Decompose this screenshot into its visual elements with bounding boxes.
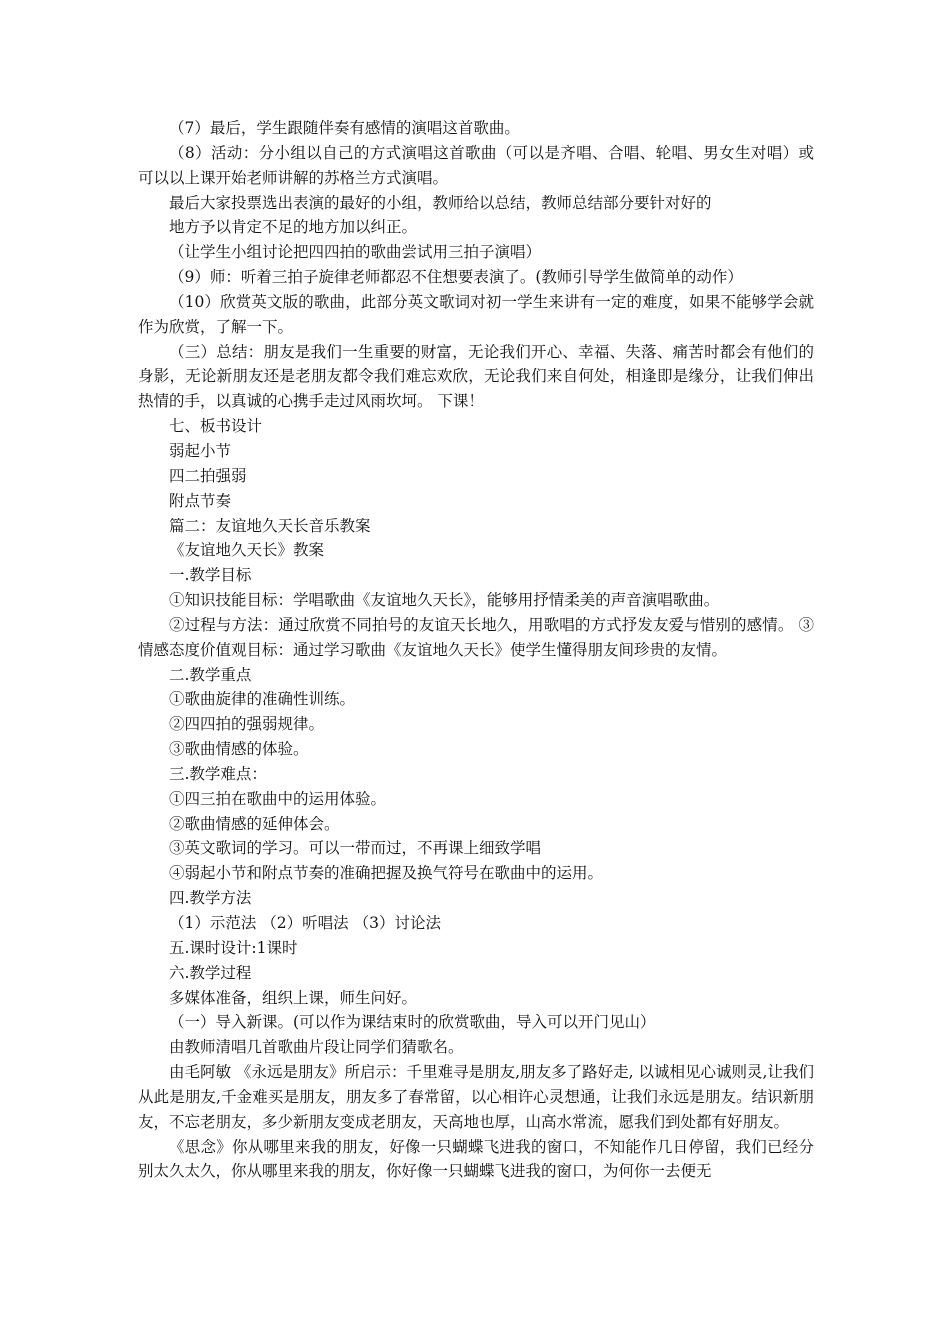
paragraph: （10）欣赏英文版的歌曲，此部分英文歌词对初一学生来讲有一定的难度，如果不能够学会就作为欣赏，了解一下。 <box>138 292 814 336</box>
paragraph: ③英文歌词的学习。可以一带而过，不再课上细致学唱 <box>169 839 542 858</box>
paragraph: 六.教学过程 <box>169 963 252 982</box>
paragraph: 一.教学目标 <box>169 566 252 585</box>
paragraph: 五.课时设计:1课时 <box>169 938 298 957</box>
paragraph: （三）总结：朋友是我们一生重要的财富，无论我们开心、幸福、失落、痛苦时都会有他们的身影，无论新朋友还是老朋友都令我们难忘欢欣，无论我们来自何处，相逢即是缘分，让我们伸出热情的手，以真诚的心携手走过风雨坎坷。 下课！ <box>138 342 814 411</box>
paragraph: ①歌曲旋律的准确性训练。 <box>169 690 356 709</box>
paragraph: 附点节奏 <box>169 491 232 510</box>
paragraph: 篇二：友谊地久天长音乐教案 <box>169 516 371 535</box>
paragraph: （7）最后，学生跟随伴奏有感情的演唱这首歌曲。 <box>169 119 520 137</box>
paragraph: 多媒体准备，组织上课，师生问好。 <box>169 988 418 1007</box>
paragraph: 最后大家投票选出表演的最好的小组，教师给以总结，教师总结部分要针对好的 <box>169 193 712 212</box>
paragraph: ①四三拍在歌曲中的运用体验。 <box>169 789 387 808</box>
paragraph: （8）活动：分小组以自己的方式演唱这首歌曲（可以是齐唱、合唱、轮唱、男女生对唱）或可以以上课开始老师讲解的苏格兰方式演唱。 <box>138 143 814 187</box>
paragraph: 三.教学难点： <box>169 764 267 783</box>
paragraph: 二.教学重点 <box>169 665 252 684</box>
paragraph: 七、板书设计 <box>169 417 263 436</box>
paragraph: ④弱起小节和附点节奏的准确把握及换气符号在歌曲中的运用。 <box>169 864 604 883</box>
paragraph: （让学生小组讨论把四四拍的歌曲尝试用三拍子演唱） <box>169 243 542 262</box>
paragraph: （一）导入新课。(可以作为课结束时的欣赏歌曲，导入可以开门见山） <box>169 1013 656 1032</box>
paragraph: （9）师：听着三拍子旋律老师都忍不住想要表演了。(教师引导学生做简单的动作） <box>169 268 743 287</box>
paragraph: ①知识技能目标：学唱歌曲《友谊地久天长》，能够用抒情柔美的声音演唱歌曲。 <box>169 591 720 610</box>
paragraph: 四.教学方法 <box>169 889 252 908</box>
paragraph: 《思念》你从哪里来我的朋友，好像一只蝴蝶飞进我的窗口，不知能作几日停留，我们已经分别太久太久，你从哪里来我的朋友，你好像一只蝴蝶飞进我的窗口，为何你一去便无 <box>138 1137 814 1181</box>
paragraph: 四二拍强弱 <box>169 466 247 485</box>
paragraph: 《友谊地久天长》教案 <box>169 541 325 560</box>
paragraph: 弱起小节 <box>169 441 232 460</box>
paragraph: ②过程与方法：通过欣赏不同拍号的友谊天长地久，用歌唱的方式抒发友爱与惜别的感情。 ③情感态度价值观目标：通过学习歌曲《友谊地久天长》使学生懂得朋友间珍贵的友情。 <box>138 615 814 659</box>
paragraph: 地方予以肯定不足的地方加以纠正。 <box>169 218 418 237</box>
paragraph: ②四四拍的强弱规律。 <box>169 715 325 734</box>
paragraph: （1）示范法 （2）听唱法 （3）讨论法 <box>169 914 441 932</box>
paragraph: 由毛阿敏 《永远是朋友》所启示：千里难寻是朋友,朋友多了路好走, 以诚相见心诚则灵,让我们从此是朋友,千金难买是朋友，朋友多了春常留，以心相许心灵想通，让我们永远是朋友。结识新朋友，不忘老朋友，多少新朋友变成老朋友，天高地也厚，山高水常流，愿我们到处都有好朋友。 <box>138 1063 814 1131</box>
paragraph: 由教师清唱几首歌曲片段让同学们猜歌名。 <box>169 1038 464 1057</box>
paragraph: ③歌曲情感的体验。 <box>169 740 309 759</box>
paragraph: ②歌曲情感的延伸体会。 <box>169 814 340 833</box>
